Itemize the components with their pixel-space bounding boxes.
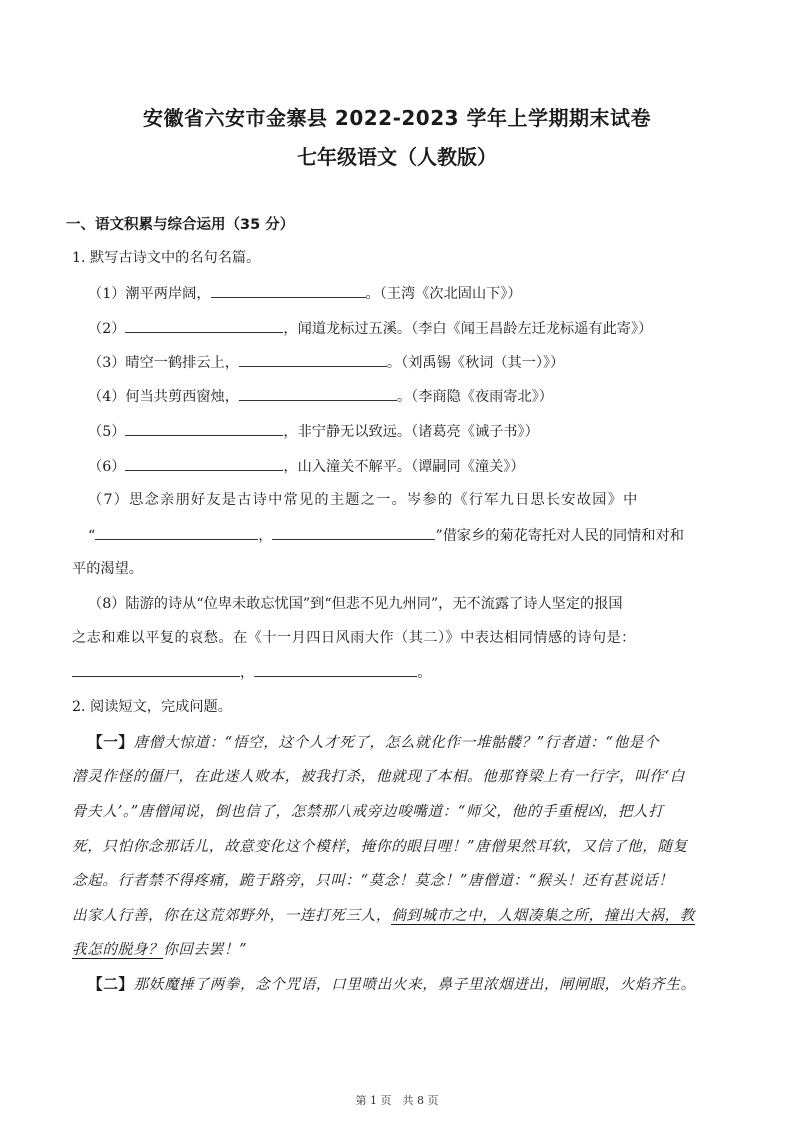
q1-item-7-line1: （7）思念亲朋好友是古诗中常见的主题之一。岑参的《行军九日思长安故园》中 bbox=[88, 492, 639, 508]
answer-blank[interactable] bbox=[211, 283, 366, 298]
answer-blank[interactable] bbox=[272, 525, 435, 540]
underlined-sentence-end: 我怎的脱身？ bbox=[72, 941, 164, 958]
passage-1-line5: 念起。行者禁不得疼痛，跪于路旁，只叫：“莫念！莫念！”唐僧道：“猴头！还有甚说话！ bbox=[72, 872, 674, 889]
answer-blank[interactable] bbox=[125, 421, 283, 436]
q1-item-1: （1）潮平两岸阔， 。（王湾《次北固山下》） bbox=[88, 283, 522, 304]
underlined-sentence: 倘到城市之中，人烟凑集之所，撞出大祸，教 bbox=[391, 907, 695, 924]
answer-blank[interactable] bbox=[125, 456, 283, 471]
q1-item-4: （4）何当共剪西窗烛， 。（李商隐《夜雨寄北》） bbox=[88, 386, 553, 407]
answer-blank[interactable] bbox=[125, 318, 283, 333]
answer-blank[interactable] bbox=[239, 386, 397, 401]
passage-1-line7: 我怎的脱身？你回去罢！” bbox=[72, 941, 248, 958]
q1-item-8-line2: 之志和难以平复的哀愁。在《十一月四日风雨大作（其二）》中表达相同情感的诗句是： bbox=[72, 630, 636, 646]
passage-1-line1: 【一】唐僧大惊道：“悟空，这个人才死了，怎么就化作一堆骷髅？”行者道：“他是个 bbox=[88, 734, 660, 751]
exam-title: 安徽省六安市金寨县 2022-2023 学年上学期期末试卷 bbox=[142, 106, 652, 130]
answer-blank[interactable] bbox=[254, 662, 417, 677]
section-heading: 一、语文积累与综合运用（35 分） bbox=[66, 217, 295, 233]
q1-item-6: （6） ，山入潼关不解平。（谭嗣同《潼关》） bbox=[88, 456, 525, 477]
q1-item-5: （5） ，非宁静无以致远。（诸葛亮《诫子书》） bbox=[88, 421, 539, 442]
q1-item-8-line3: ， 。 bbox=[72, 662, 431, 683]
q1-item-7-line2: “ ， ”借家乡的菊花寄托对人民的同情和对和 bbox=[88, 525, 684, 546]
q1-item-7-line3: 平的渴望。 bbox=[72, 561, 143, 577]
passage-2-line1: 【二】那妖魔捶了两拳，念个咒语，口里喷出火来，鼻子里浓烟迸出，闸闸眼，火焰齐生。 bbox=[88, 976, 696, 993]
q1-item-8-line1: （8）陆游的诗从“位卑未敢忘忧国”到“但悲不见九州同”，无不流露了诗人坚定的报国 bbox=[88, 596, 623, 612]
passage-1-line6: 出家人行善，你在这荒郊野外，一连打死三人，倘到城市之中，人烟凑集之所，撞出大祸，教 bbox=[72, 907, 695, 924]
q1-item-2: （2） ，闻道龙标过五溪。（李白《闻王昌龄左迁龙标遥有此寄》） bbox=[88, 318, 652, 339]
answer-blank[interactable] bbox=[239, 352, 387, 367]
passage-1-line3: 骨夫人’。”唐僧闻说，倒也信了，怎禁那八戒旁边唆嘴道：“师父，他的手重棍凶，把人打 bbox=[72, 803, 664, 820]
passage-1-line2: 潜灵作怪的僵尸，在此迷人败本，被我打杀，他就现了本相。他那脊梁上有一行字，叫作‘白 bbox=[72, 768, 685, 785]
page-footer: 第 1 页 共 8 页 bbox=[355, 1094, 439, 1107]
q1-item-3: （3）晴空一鹤排云上， 。（刘禹锡《秋词（其一）》） bbox=[88, 352, 564, 373]
passage-1-line4: 死，只怕你念那话儿，故意变化这个模样，掩你的眼目哩！”唐僧果然耳软，又信了他，随复 bbox=[72, 838, 688, 855]
question-2-stem: 2. 阅读短文，完成问题。 bbox=[72, 699, 232, 715]
question-1-stem: 1. 默写古诗文中的名句名篇。 bbox=[72, 250, 261, 266]
answer-blank[interactable] bbox=[95, 525, 258, 540]
answer-blank[interactable] bbox=[72, 662, 240, 677]
exam-subtitle: 七年级语文（人教版） bbox=[297, 145, 497, 169]
